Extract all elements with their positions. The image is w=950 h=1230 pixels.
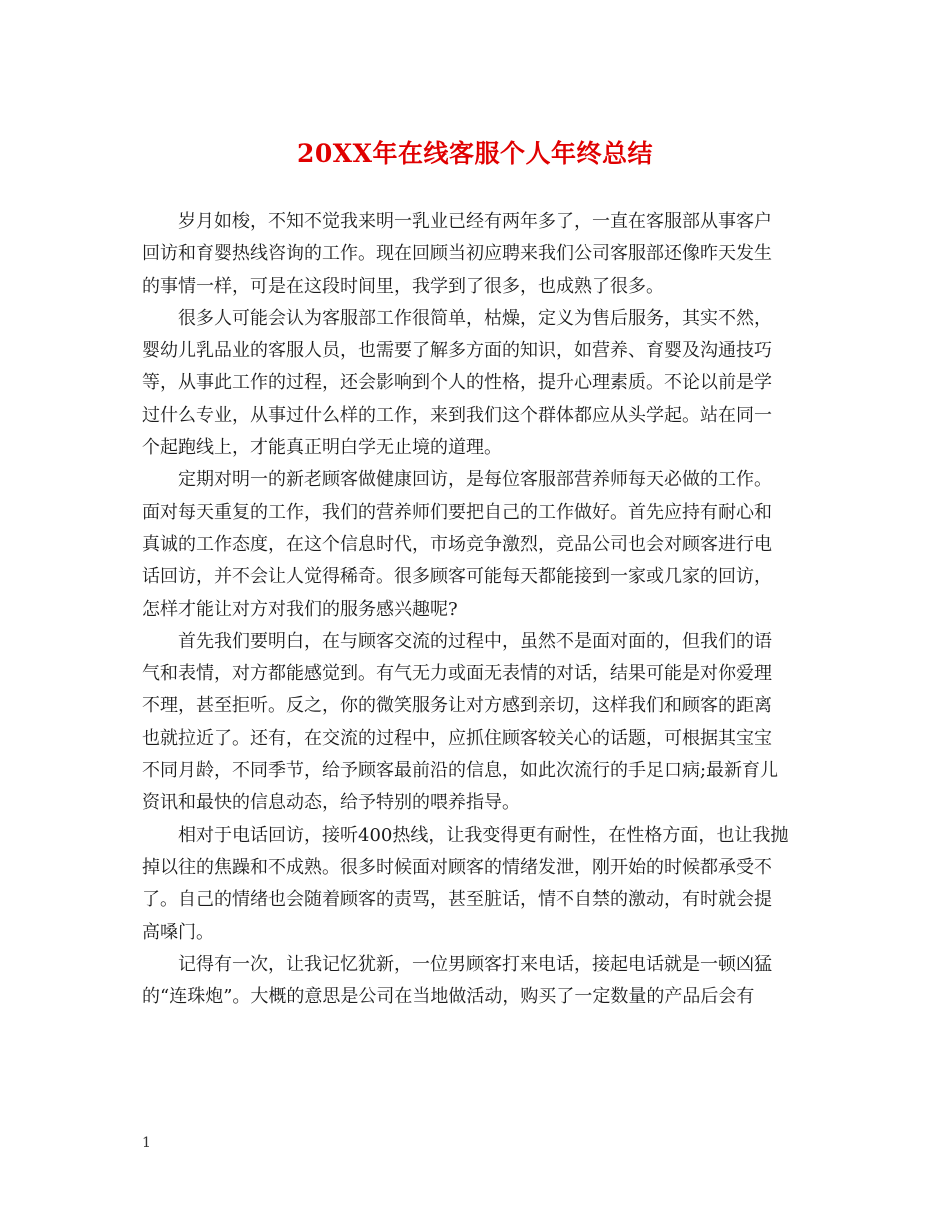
document-title: 20XX年在线客服个人年终总结 (296, 139, 654, 168)
page-number: 1 (142, 1135, 151, 1151)
paragraph-1: 岁月如梭，不知不觉我来明一乳业已经有两年多了，一直在客服部从事客户 回访和育婴热线咨询的工作。现在回顾当初应聘来我们公司客服部还像昨天发生 的事情一样，可是在这段时间里，我学到了很多，也成熟了很多。 (142, 211, 772, 297)
document-body (142, 206, 810, 1013)
paragraph-2: 很多人可能会认为客服部工作很简单，枯燥，定义为售后服务，其实不然， 婴幼儿乳品业的客服人员，也需要了解多方面的知识，如营养、育婴及沟通技巧 等，从事此工作的过程，还会影响到个人的性格，提升心理素质。不论以前是学 过什么专业，从事过什么样的工作，来到我们这个群体都应从头学起。站在同一 个起跑线上，才能真正明白学无止境的道理。 (142, 307, 772, 459)
paragraph-3: 定期对明一的新老顾客做健康回访，是每位客服部营养师每天必做的工作。 面对每天重复的工作，我们的营养师们要把自己的工作做好。首先应持有耐心和 真诚的工作态度，在这个信息时代，市场竞争激烈，竞品公司也会对顾客进行电 话回访，并不会让人觉得稀奇。很多顾客可能每天都能接到一家或几家的回访， 怎样才能让对方对我们的服务感兴趣呢? (142, 469, 772, 620)
paragraph-4: 首先我们要明白，在与顾客交流的过程中，虽然不是面对面的，但我们的语 气和表情，对方都能感觉到。有气无力或面无表情的对话，结果可能是对你爱理 不理，甚至拒听。反之，你的微笑服务让对方感到亲切，这样我们和顾客的距离 也就拉近了。还有，在交流的过程中，应抓住顾客较关心的话题，可根据其宝宝 不同月龄，不同季节，给予顾客最前沿的信息，如此次流行的手足口病;最新育儿 资讯和最快的信息动态，给予特别的喂养指导。 (142, 630, 779, 814)
paragraph-5: 相对于电话回访，接听400热线，让我变得更有耐性，在性格方面，也让我抛 掉以往的焦躁和不成熟。很多时候面对顾客的情绪发泄，刚开始的时候都承受不 了。自己的情绪也会随着顾客的责骂，甚至脏话，情不自禁的激动，有时就会提 高嗓门。 (142, 824, 789, 943)
paragraph-6: 记得有一次，让我记忆犹新，一位男顾客打来电话，接起电话就是一顿凶猛 的“连珠炮”。大概的意思是公司在当地做活动，购买了一定数量的产品后会有 (142, 953, 772, 1008)
